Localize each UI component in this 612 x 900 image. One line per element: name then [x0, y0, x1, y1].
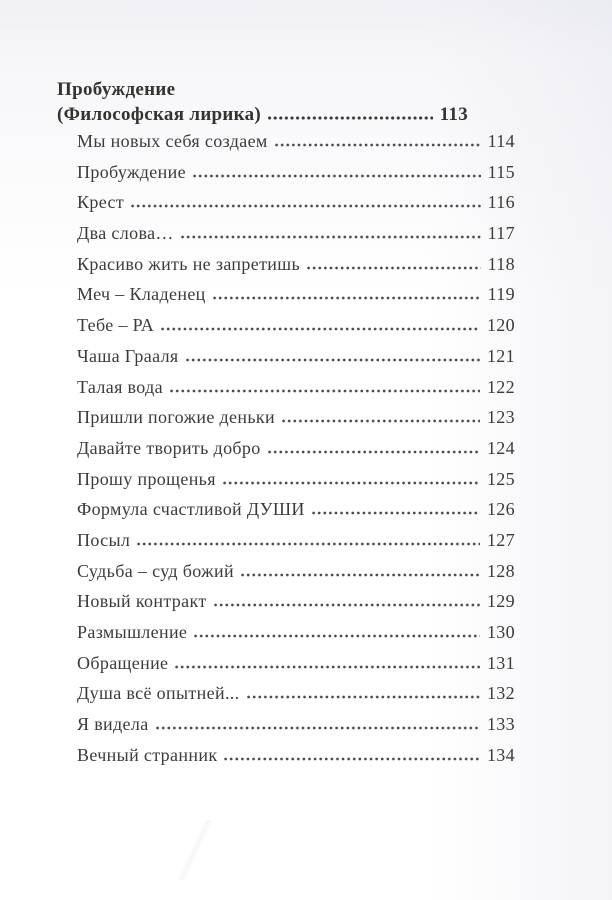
- entry-title: Новый контракт: [77, 591, 207, 612]
- entry-page-number: 126: [486, 499, 515, 520]
- entry-title: Прошу прощенья: [77, 468, 216, 489]
- toc-entries: [77, 126, 515, 770]
- entry-page-number: 119: [487, 284, 515, 305]
- entry-page-number: 123: [486, 407, 515, 428]
- entry-title: Чаша Грааля: [77, 345, 179, 366]
- section-title-line1: Пробуждение: [57, 79, 176, 100]
- toc-entry: [77, 433, 515, 464]
- dot-leader: [268, 450, 480, 454]
- toc-entry: [77, 126, 515, 157]
- entry-title: Размышление: [77, 622, 188, 642]
- toc-entry: [77, 678, 515, 709]
- entry-title: Крест: [77, 192, 125, 213]
- entry-title: Обращение: [77, 652, 169, 673]
- toc-entry: [77, 279, 515, 310]
- dot-leader: [181, 235, 481, 239]
- entry-title: Формула счастливой ДУШИ: [77, 499, 305, 520]
- entry-title: Пришли погожие деньки: [77, 407, 276, 428]
- entry-title: Мы новых себя создаем: [77, 131, 268, 151]
- dot-leader: [186, 358, 480, 362]
- dot-leader: [175, 665, 480, 669]
- entry-page-number: 133: [486, 714, 515, 735]
- entry-page-number: 116: [487, 192, 515, 213]
- entry-title: Красиво жить не запретишь: [77, 253, 301, 274]
- dot-leader: [282, 419, 480, 423]
- section-title-line2: (Философская лирика): [57, 104, 262, 125]
- toc-entry: [77, 740, 515, 771]
- dot-leader: [307, 266, 481, 270]
- entry-title: Душа всё опытней...: [77, 683, 240, 704]
- dot-leader: [312, 511, 480, 515]
- toc-entry: [77, 310, 515, 341]
- toc-entry: [77, 341, 515, 372]
- entry-page-number: 129: [486, 591, 515, 612]
- toc-entry: [77, 402, 515, 433]
- entry-page-number: 115: [487, 161, 515, 182]
- entry-page-number: 121: [486, 345, 515, 366]
- entry-page-number: 127: [486, 529, 515, 550]
- entry-page-number: 117: [487, 223, 515, 244]
- entry-page-number: 120: [486, 315, 515, 336]
- dot-leader: [156, 726, 480, 730]
- entry-title: Талая вода: [77, 376, 163, 397]
- toc-entry: [77, 249, 515, 280]
- toc-entry: [77, 187, 515, 218]
- entry-title: Два слова…: [77, 223, 174, 244]
- toc-entry: [77, 525, 515, 556]
- dot-leader: [275, 143, 481, 147]
- entry-page-number: 122: [486, 376, 515, 397]
- entry-title: Посыл: [77, 529, 131, 550]
- entry-title: Давайте творить добро: [77, 437, 261, 458]
- toc-section-header: [57, 77, 468, 127]
- dot-leader: [214, 603, 480, 607]
- entry-page-number: 130: [486, 622, 515, 642]
- dot-leader: [170, 389, 480, 393]
- entry-title: Судьба – суд божий: [77, 560, 234, 581]
- entry-title: Я видела: [77, 714, 149, 735]
- dot-leader: [268, 116, 433, 120]
- entry-page-number: 124: [486, 437, 515, 458]
- entry-page-number: 128: [486, 560, 515, 581]
- dot-leader: [223, 481, 480, 485]
- dot-leader: [194, 634, 480, 638]
- toc-entry: [77, 218, 515, 249]
- toc-entry: [77, 556, 515, 587]
- dot-leader: [193, 174, 481, 178]
- dot-leader: [224, 757, 480, 761]
- entry-title: Пробуждение: [77, 161, 186, 182]
- toc-entry: [77, 372, 515, 403]
- entry-title: Меч – Кладенец: [77, 284, 206, 305]
- entry-title: Вечный странник: [77, 744, 218, 765]
- dot-leader: [247, 695, 480, 699]
- toc-entry: [77, 494, 515, 525]
- toc-entry: [77, 617, 515, 648]
- toc-entry: [77, 709, 515, 740]
- dot-leader: [241, 573, 480, 577]
- entry-page-number: 118: [487, 253, 515, 274]
- toc-entry: [77, 464, 515, 495]
- entry-page-number: 114: [487, 131, 515, 151]
- dot-leader: [131, 204, 481, 208]
- toc-entry: [77, 157, 515, 188]
- section-title-row: [57, 102, 468, 127]
- entry-page-number: 131: [486, 652, 515, 673]
- section-page-number: 113: [439, 104, 468, 125]
- entry-page-number: 134: [486, 744, 515, 765]
- entry-page-number: 132: [486, 683, 515, 704]
- dot-leader: [137, 542, 480, 546]
- dot-leader: [213, 296, 481, 300]
- dot-leader: [161, 327, 480, 331]
- entry-title: Тебе – РА: [77, 315, 155, 336]
- toc-entry: [77, 648, 515, 679]
- toc-entry: [77, 586, 515, 617]
- entry-page-number: 125: [486, 468, 515, 489]
